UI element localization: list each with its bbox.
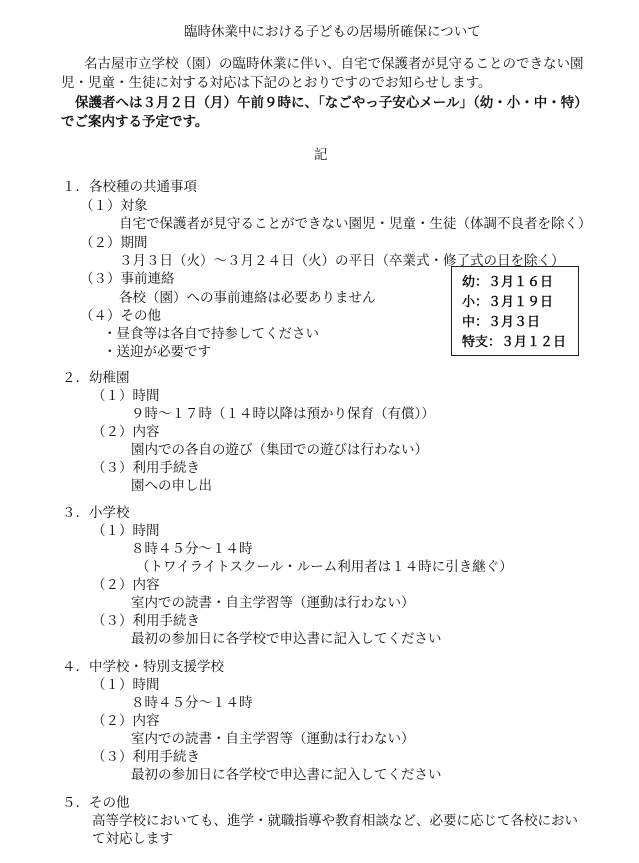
s2-item-1-heading: （１）時間	[92, 388, 160, 404]
s4-item-3-text: 最初の参加日に各学校で申込書に記入してください	[131, 767, 442, 783]
intro-notice-line-1: 保護者へは３月２日（月）午前９時に、「なごやっ子安心メール」（幼・小・中・特）	[75, 95, 588, 111]
section-2-heading: ２．幼稚園	[62, 370, 130, 386]
s1-item-1-heading: （１）対象	[80, 198, 148, 214]
s3-item-2-text: 室内での読書・自主学習等（運動は行わない）	[131, 595, 415, 611]
intro-notice-line-2: でご案内する予定です。	[61, 114, 209, 130]
section-1-heading: １．各校種の共通事項	[62, 179, 197, 195]
s1-item-2-text: ３月３日（火）～３月２４日（火）の平日（卒業式・修了式の日を除く）	[119, 253, 565, 269]
start-date-elementary: 小：３月１９日	[462, 295, 554, 310]
s1-bullet-2: ・送迎が必要です	[103, 344, 211, 360]
s2-item-2-text: 園内での各自の遊び（集団での遊びは行わない）	[131, 442, 428, 458]
s3-item-2-heading: （２）内容	[92, 577, 160, 593]
start-date-kindergarten: 幼：３月１６日	[462, 275, 554, 290]
s2-item-3-heading: （３）利用手続き	[92, 460, 200, 476]
s1-item-3-text: 各校（園）への事前連絡は必要ありません	[119, 290, 376, 306]
s1-item-2-heading: （２）期間	[80, 235, 148, 251]
s5-text-line-2: て対応します	[92, 831, 173, 847]
s3-item-1-heading: （１）時間	[92, 523, 160, 539]
s2-item-3-text: 園への申し出	[131, 478, 212, 494]
s3-item-3-heading: （３）利用手続き	[92, 613, 200, 629]
start-date-special-support: 特支：３月１２日	[462, 335, 567, 350]
start-date-box	[451, 266, 579, 356]
s3-item-3-text: 最初の参加日に各学校で申込書に記入してください	[131, 631, 442, 647]
section-4-heading: ４．中学校・特別支援学校	[62, 659, 224, 675]
s3-item-1-text: ８時４５分～１４時	[131, 541, 253, 557]
s4-item-1-text: ８時４５分～１４時	[131, 695, 253, 711]
section-5-heading: ５．その他	[62, 795, 130, 811]
start-date-junior-high: 中：３月３日	[462, 315, 541, 330]
s1-item-1-text: 自宅で保護者が見守ることができない園児・児童・生徒（体調不良者を除く）	[119, 216, 592, 232]
s4-item-3-heading: （３）利用手続き	[92, 749, 200, 765]
s2-item-1-text: ９時～１７時（１４時以降は預かり保育（有償））	[131, 406, 435, 422]
s4-item-2-heading: （２）内容	[92, 713, 160, 729]
s3-item-1-note: （トワイライトスクール・ルーム利用者は１４時に引き継ぐ）	[136, 559, 513, 575]
page-title: 臨時休業中における子どもの居場所確保について	[184, 24, 481, 40]
s4-item-1-heading: （１）時間	[92, 677, 160, 693]
ki-heading: 記	[314, 147, 328, 163]
intro-line-1: 名古屋市立学校（園）の臨時休業に伴い、自宅で保護者が見守ることのできない園	[84, 56, 584, 72]
s2-item-2-heading: （２）内容	[92, 424, 160, 440]
s4-item-2-text: 室内での読書・自主学習等（運動は行わない）	[131, 731, 415, 747]
s1-item-4-heading: （４）その他	[80, 308, 161, 324]
s1-item-3-heading: （３）事前連絡	[80, 271, 175, 287]
section-3-heading: ３．小学校	[62, 505, 130, 521]
intro-line-2: 児・児童・生徒に対する対応は下記のとおりですのでお知らせします。	[61, 75, 492, 91]
s5-text-line-1: 高等学校においても、進学・就職指導や教育相談など、必要に応じて各校におい	[92, 813, 578, 829]
s1-bullet-1: ・昼食等は各自で持参してください	[103, 326, 319, 342]
